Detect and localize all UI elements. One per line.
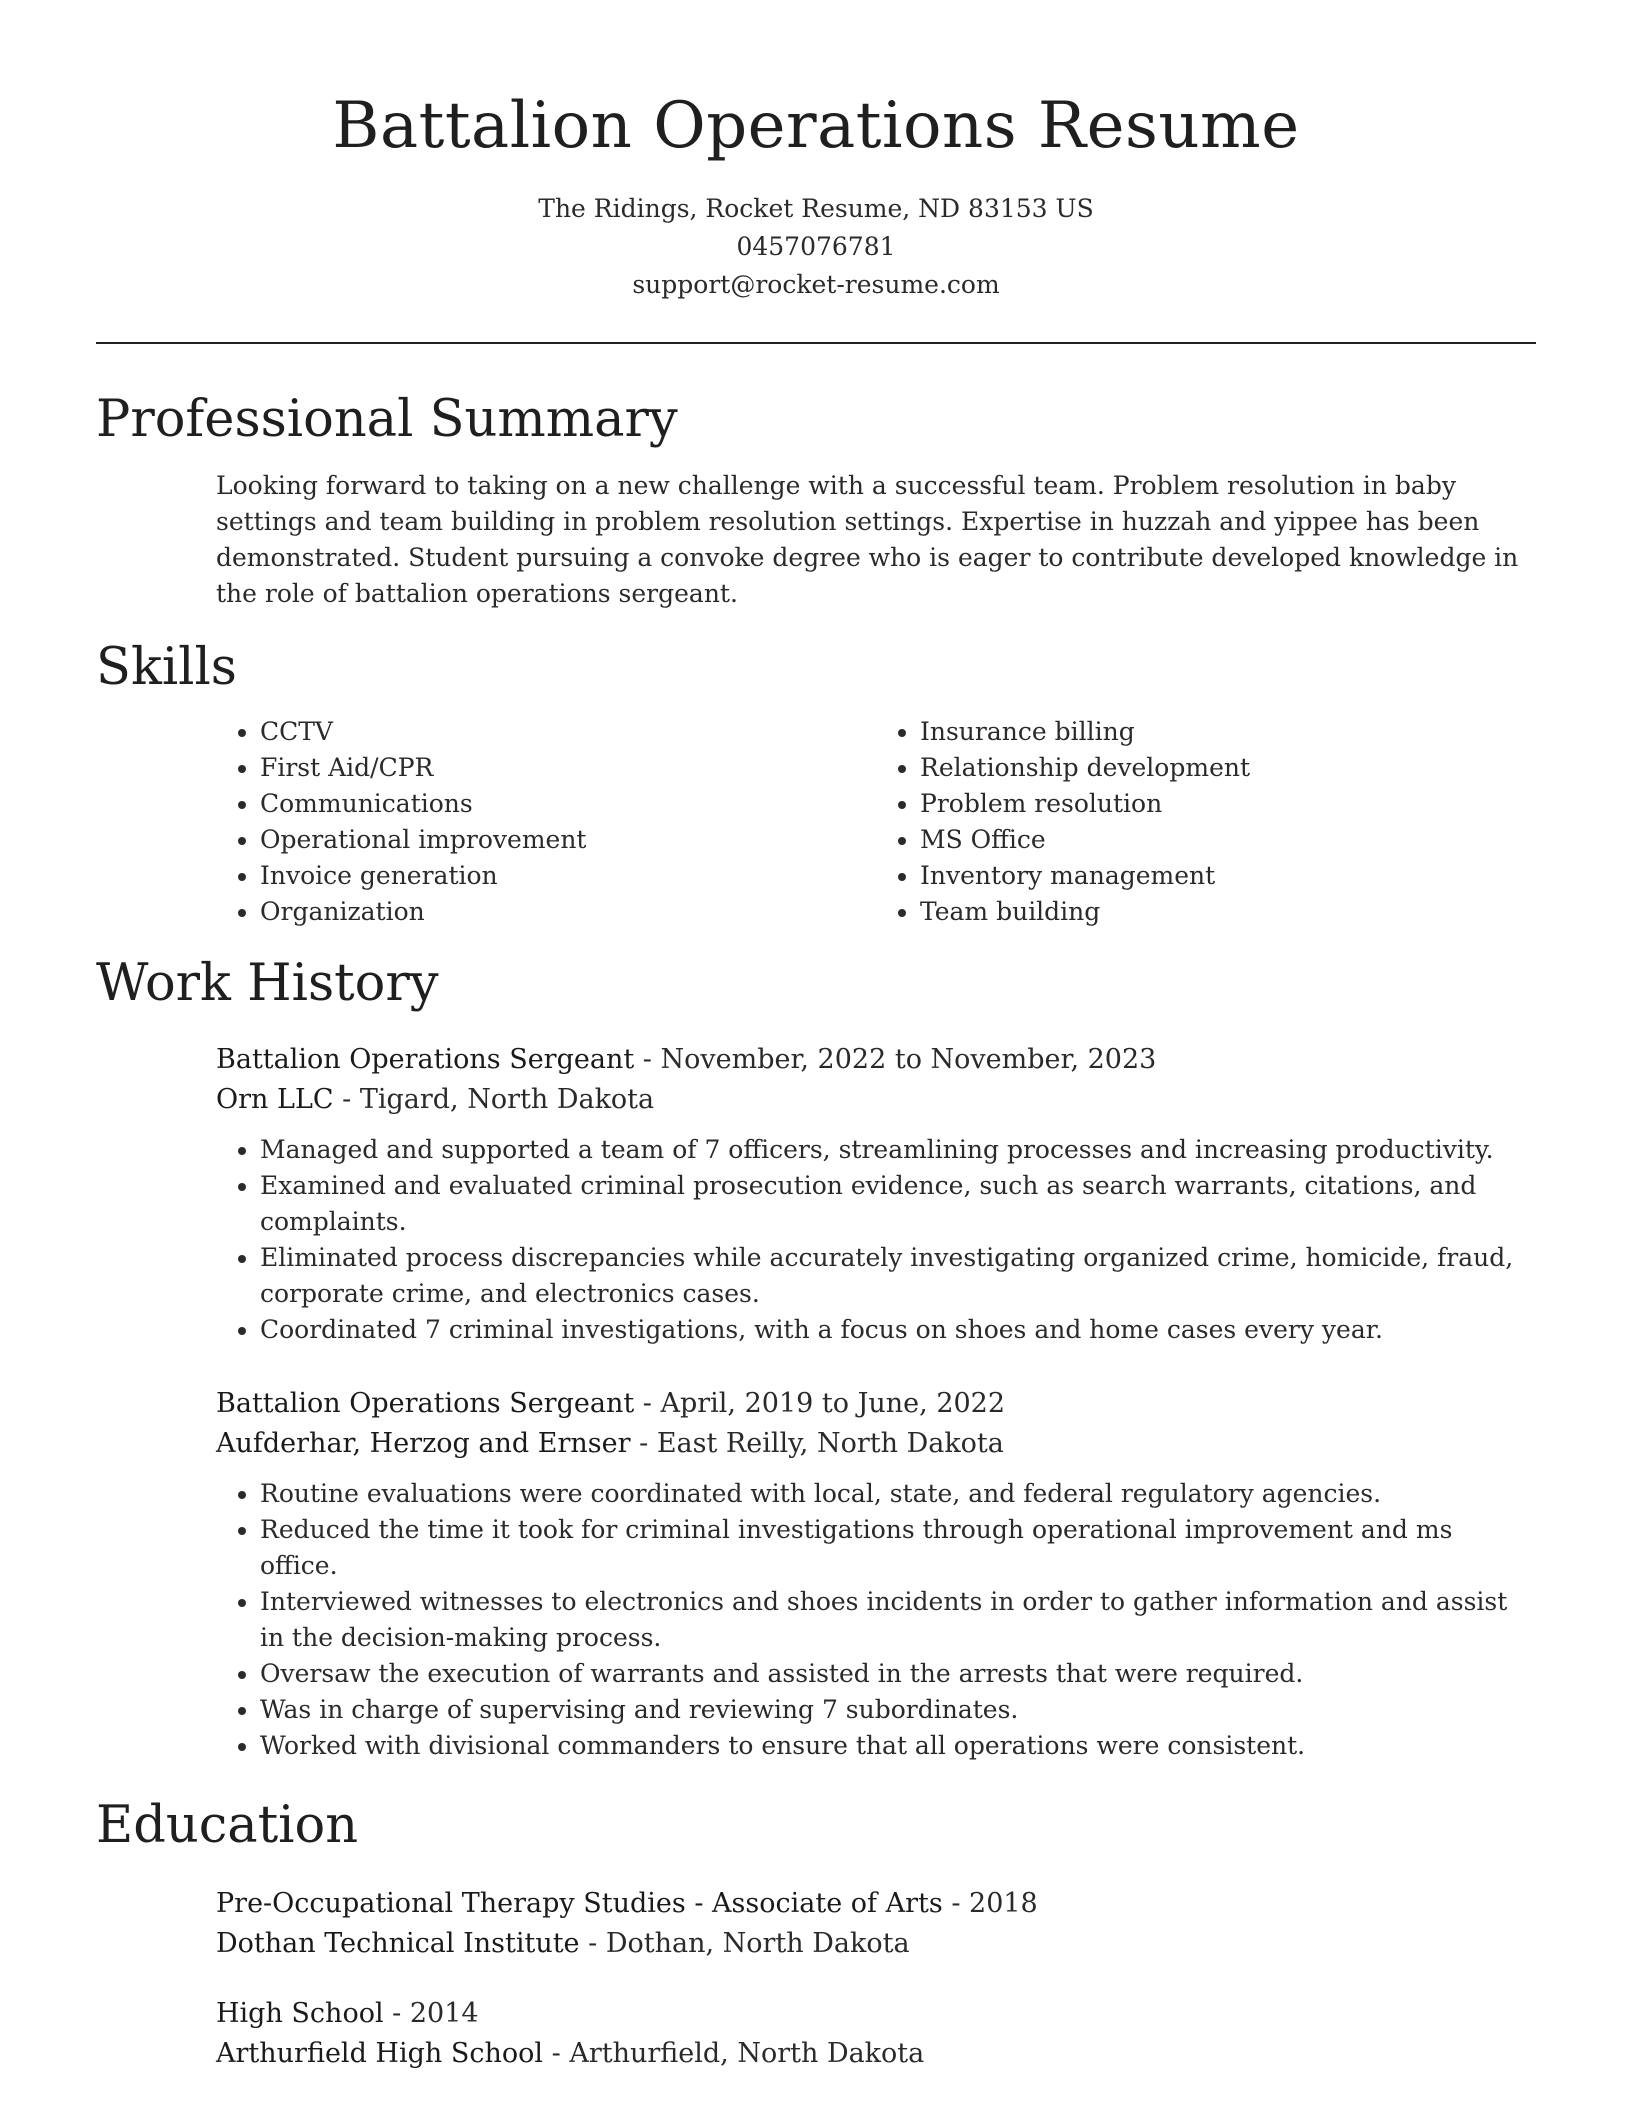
graduation-year: - 2014: [383, 1998, 479, 2029]
skill-item: • Team building: [920, 894, 1536, 930]
job-entry: [216, 1040, 1536, 1348]
skill-item: • Operational improvement: [260, 822, 876, 858]
duty-item: • Reduced the time it took for criminal investigations through operational improvement and ms office.: [260, 1512, 1536, 1584]
job-company-line: [216, 1080, 1536, 1120]
duty-item: • Eliminated process discrepancies while accurately investigating organized crime, homicide, fraud, corporate crime, and electronics cases.: [260, 1240, 1536, 1312]
degree-name: High School: [216, 1998, 384, 2029]
resume-page: [96, 0, 1536, 2074]
school-name: Arthurfield High School: [216, 2038, 544, 2069]
email: support@rocket-resume.com: [632, 270, 1000, 299]
work-history-section: [96, 1040, 1536, 1764]
skill-item: • First Aid/CPR: [260, 750, 876, 786]
job-dates: - April, 2019 to June, 2022: [634, 1388, 1006, 1419]
education-entry: [216, 1994, 1536, 2074]
job-dates: - November, 2022 to November, 2023: [634, 1044, 1157, 1075]
resume-header: [96, 0, 1536, 304]
education-heading: Education: [96, 1796, 359, 1855]
job-entry: [216, 1384, 1536, 1764]
work-history-heading: Work History: [96, 954, 439, 1013]
company-name: Aufderhar, Herzog and Ernser: [216, 1428, 631, 1459]
job-title-line: [216, 1384, 1536, 1424]
school-location: - Arthurfield, North Dakota: [543, 2038, 925, 2069]
skill-item: • Problem resolution: [920, 786, 1536, 822]
address: The Ridings, Rocket Resume, ND 83153 US: [538, 194, 1094, 223]
company-name: Orn LLC: [216, 1084, 334, 1115]
summary-section: [96, 468, 1536, 612]
job-company-line: [216, 1424, 1536, 1464]
degree-line: [216, 1884, 1536, 1924]
skill-item: • MS Office: [920, 822, 1536, 858]
school-location: - Dothan, North Dakota: [579, 1928, 910, 1959]
skills-heading: Skills: [96, 638, 237, 697]
duty-item: • Coordinated 7 criminal investigations, with a focus on shoes and home cases every year.: [260, 1312, 1536, 1348]
job-title-line: [216, 1040, 1536, 1080]
skill-item: • CCTV: [260, 714, 876, 750]
degree-line: [216, 1994, 1536, 2034]
skill-item: • Inventory management: [920, 858, 1536, 894]
summary-text: Looking forward to taking on a new challenge with a successful team. Problem resolution in baby settings and team building in problem resolution settings. Expertise in huzzah and yippee has been demonstrated. Student pursuing a convoke degree who is eager to contribute developed knowledge in the role of battalion operations sergeant.: [216, 471, 1519, 608]
header-divider: [96, 342, 1536, 344]
duty-item: • Examined and evaluated criminal prosecution evidence, such as search warrants, citations, and complaints.: [260, 1168, 1536, 1240]
duty-item: • Routine evaluations were coordinated with local, state, and federal regulatory agencies.: [260, 1476, 1536, 1512]
education-section: [96, 1884, 1536, 2074]
summary-heading: Professional Summary: [96, 390, 678, 449]
duty-item: • Was in charge of supervising and reviewing 7 subordinates.: [260, 1692, 1536, 1728]
job-title: Battalion Operations Sergeant: [216, 1388, 635, 1419]
skills-column-left: [216, 714, 876, 930]
skill-item: • Relationship development: [920, 750, 1536, 786]
skill-item: • Invoice generation: [260, 858, 876, 894]
graduation-year: - 2018: [942, 1888, 1038, 1919]
job-location: - Tigard, North Dakota: [333, 1084, 655, 1115]
resume-title: Battalion Operations Resume: [332, 89, 1300, 163]
school-line: [216, 1924, 1536, 1964]
skills-grid: [216, 714, 1536, 930]
duty-item: • Worked with divisional commanders to ensure that all operations were consistent.: [260, 1728, 1536, 1764]
education-entry: [216, 1884, 1536, 1964]
phone: 0457076781: [736, 232, 896, 261]
skills-column-right: [876, 714, 1536, 930]
job-location: - East Reilly, North Dakota: [630, 1428, 1004, 1459]
duty-item: • Oversaw the execution of warrants and assisted in the arrests that were required.: [260, 1656, 1536, 1692]
skill-item: • Organization: [260, 894, 876, 930]
duty-item: • Interviewed witnesses to electronics and shoes incidents in order to gather information and assist in the decision-making process.: [260, 1584, 1536, 1656]
job-title: Battalion Operations Sergeant: [216, 1044, 635, 1075]
school-line: [216, 2034, 1536, 2074]
duty-item: • Managed and supported a team of 7 officers, streamlining processes and increasing productivity.: [260, 1132, 1536, 1168]
skill-item: • Communications: [260, 786, 876, 822]
school-name: Dothan Technical Institute: [216, 1928, 580, 1959]
job-duties: [216, 1132, 1536, 1348]
degree-name: Pre-Occupational Therapy Studies - Associate of Arts: [216, 1888, 943, 1919]
contact-info: [96, 190, 1536, 304]
skill-item: • Insurance billing: [920, 714, 1536, 750]
job-duties: [216, 1476, 1536, 1764]
skills-section: [96, 714, 1536, 930]
